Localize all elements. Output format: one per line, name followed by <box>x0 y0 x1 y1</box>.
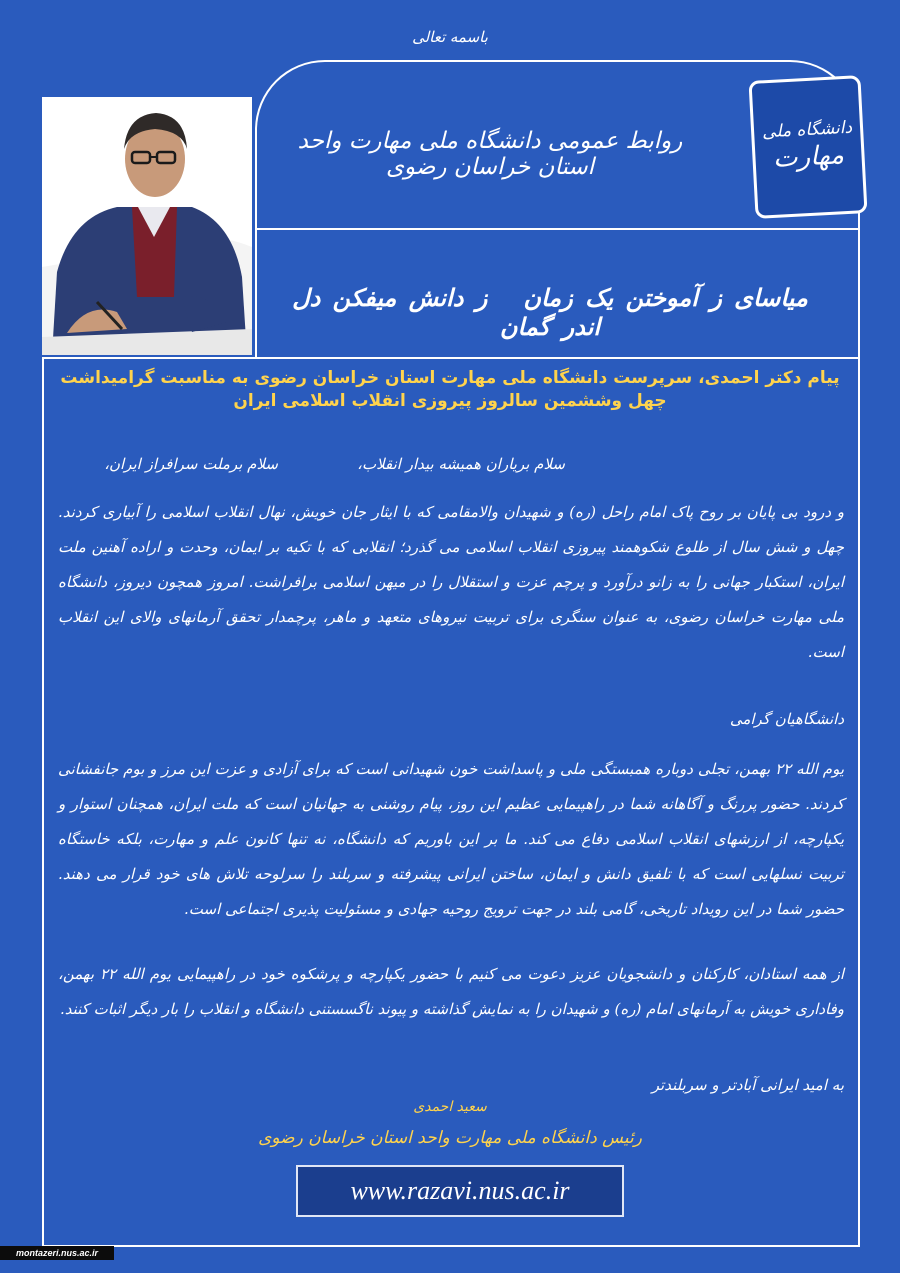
message-title <box>60 367 840 413</box>
paragraph-3: از همه استادان، کارکنان و دانشجویان عزیز دعوت می کنیم با حضور یکپارچه و پرشکوه خود در راهپیمایی یوم الله ۲۲ بهمن، وفاداری خویش به آرمانهای امام (ره) و شهیدان را به نمایش گذاشته و پیوند ناگسستنی دانشگاه و انقلاب را بار دیگر اثبات کنند. <box>58 965 844 1018</box>
website-link[interactable]: www.razavi.nus.ac.ir <box>296 1165 624 1217</box>
header-title: روابط عمومی دانشگاه ملی مهارت واحد استان خراسان رضوی <box>297 128 683 180</box>
logo-line-1: دانشگاه ملی <box>761 117 853 143</box>
greeting-2: سلام برملت سرافراز ایران، <box>104 455 278 473</box>
closing-line: به امید ایرانی آبادتر و سربلندتر <box>651 1076 844 1094</box>
poem-part-2: ز دانش میفکن دل اندر گمان <box>292 283 601 341</box>
poem-part-1: میاسای ز آموختن یک زمان <box>523 283 808 312</box>
message-title-line-2: چهل وششمین سالروز پیروزی انقلاب اسلامی ایران <box>233 391 667 411</box>
logo-line-2: مهارت <box>772 140 845 175</box>
university-logo <box>748 75 867 219</box>
portrait-illustration <box>42 97 252 355</box>
greeting-1: سلام بریاران همیشه بیدار انقلاب، <box>357 455 565 473</box>
footer-source-tag[interactable]: montazeri.nus.ac.ir <box>0 1246 114 1260</box>
signer-title: رئیس دانشگاه ملی مهارت واحد استان خراسان رضوی <box>258 1128 642 1148</box>
paragraph-1: و درود بی پایان بر روح پاک امام راحل (ره) و شهیدان والامقامی که با ایثار جان خویش، نهال انقلاب اسلامی را آبیاری کردند. چهل و شش سال از طلوع شکوهمند پیروزی انقلاب اسلامی می گذرد؛ انقلابی که با تکیه بر ایمان، وحدت و اراده آهنین ملت ایران، استکبار جهانی را به زانو درآورد و پرچم عزت و استقلال را در میهن اسلامی برافراشت. امروز همچون دیروز، دانشگاه ملی مهارت خراسان رضوی، به عنوان سنگری برای تربیت نیروهای متعهد و ماهر، پرچمدار تحقق آرمانهای والای این انقلاب است. <box>58 503 844 661</box>
signer-name: سعید احمدی <box>413 1099 487 1115</box>
bismillah: باسمه تعالی <box>412 28 488 46</box>
message-title-line-1: پیام دکتر احمدی، سرپرست دانشگاه ملی مهارت استان خراسان رضوی به مناسبت گرامیداشت <box>60 368 840 388</box>
poem-verse <box>270 283 830 341</box>
header-divider <box>255 228 860 230</box>
portrait-photo <box>42 97 252 355</box>
salutation: دانشگاهیان گرامی <box>729 710 844 728</box>
paragraph-2: یوم الله ۲۲ بهمن، تجلی دوباره همبستگی ملی و پاسداشت خون شهیدانی است که برای آزادی و عزت این مرز و بوم جانفشانی کردند. حضور پررنگ و آگاهانه شما در راهپیمایی عظیم این روز، پیام روشنی به جهانیان است که ملت ایران، همچنان استوار و یکپارچه، از ارزشهای انقلاب اسلامی دفاع می کند. ما بر این باوریم که دانشگاه، نه تنها کانون علم و مهارت، بلکه خاستگاه تربیت نسلهایی است که با تلفیق دانش و ایمان، ساختن ایرانی پیشرفته و سربلند را سرلوحه تلاش های خود قرار می دهند. حضور شما در این رویداد تاریخی، گامی بلند در جهت ترویج روحیه جهادی و مسئولیت پذیری اجتماعی است. <box>58 760 844 918</box>
